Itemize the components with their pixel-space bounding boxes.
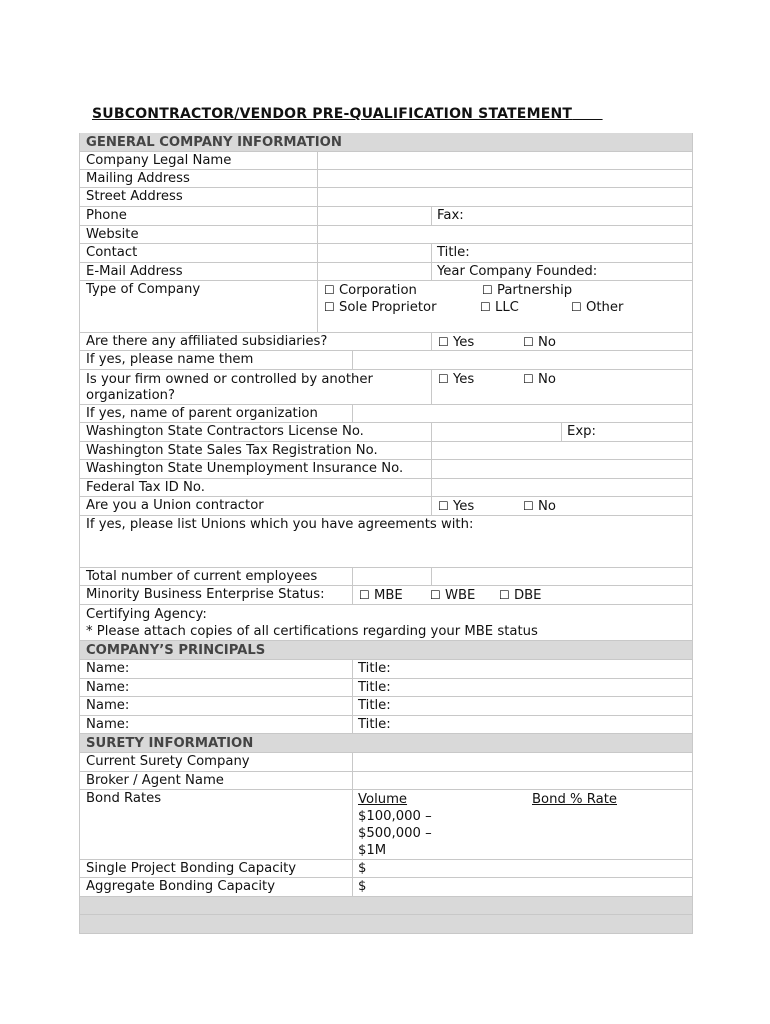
principal-name-2[interactable]: Name: [86,680,130,695]
principal-name-3[interactable]: Name: [86,698,130,713]
unions-list-label: If yes, please list Unions which you have agreements with: [86,517,474,532]
unemployment-field[interactable] [431,460,698,478]
broker-field[interactable] [352,772,698,790]
affiliates-no-checkbox[interactable]: ☐ No [523,335,556,350]
row-name-them [80,351,692,370]
principal-name-4[interactable]: Name: [86,717,130,732]
principal-title-1[interactable]: Title: [358,661,391,676]
row-owned [80,370,692,405]
contact-field[interactable] [317,244,437,262]
website-field[interactable] [317,226,698,244]
mailing-address-label: Mailing Address [86,171,190,186]
row-aggregate-capacity [80,878,692,897]
row-union [80,497,692,516]
row-sales-tax [80,442,692,460]
blank-gray-row-2 [80,915,692,934]
street-address-label: Street Address [86,189,183,204]
principal-title-4[interactable]: Title: [358,717,391,732]
phone-field[interactable] [317,207,437,225]
row-single-capacity [80,860,692,878]
parent-org-label: If yes, name of parent organization [86,406,318,421]
row-bond-rates [80,790,692,860]
llc-checkbox[interactable]: ☐ LLC [480,300,519,315]
union-yes-checkbox[interactable]: ☐ Yes [438,499,475,514]
street-address-field[interactable] [317,188,698,206]
single-capacity-label: Single Project Bonding Capacity [86,861,297,876]
email-label: E-Mail Address [86,264,183,279]
section-header-principals: COMPANY’S PRINCIPALS [80,641,692,660]
sales-tax-label: Washington State Sales Tax Registration No. [86,443,378,458]
principal-row [80,679,692,697]
row-certifying[interactable] [80,605,692,641]
other-checkbox[interactable]: ☐ Other [571,300,624,315]
row-company-type [80,281,692,333]
principal-row [80,697,692,716]
row-surety-company [80,753,692,772]
certifying-agency-label: Certifying Agency: [86,607,207,622]
aggregate-capacity-field[interactable]: $ [358,879,367,894]
attach-note: * Please attach copies of all certifications regarding your MBE status [86,624,538,639]
license-label: Washington State Contractors License No. [86,424,364,439]
row-website [80,226,692,244]
principal-title-3[interactable]: Title: [358,698,391,713]
row-email [80,263,692,281]
row-mailing [80,170,692,188]
union-no-checkbox[interactable]: ☐ No [523,499,556,514]
prequalification-form [79,133,693,934]
legal-name-field[interactable] [317,152,698,170]
row-mbe [80,586,692,605]
row-legal-name [80,152,692,170]
contact-title-label[interactable]: Title: [437,245,470,260]
wbe-checkbox[interactable]: ☐ WBE [430,588,476,603]
owned-label: Is your firm owned or controlled by another [86,372,373,387]
affiliates-label: Are there any affiliated subsidiaries? [86,334,328,349]
section-header-general: GENERAL COMPANY INFORMATION [80,133,692,152]
website-label: Website [86,227,139,242]
mailing-address-field[interactable] [317,170,698,188]
form-title: SUBCONTRACTOR/VENDOR PRE-QUALIFICATION STATEMENT [92,106,573,122]
phone-label: Phone [86,208,127,223]
row-federal-tax [80,479,692,497]
partnership-checkbox[interactable]: ☐ Partnership [482,283,573,298]
mbe-status-label: Minority Business Enterprise Status: [86,587,325,602]
principal-row [80,716,692,734]
volume-100k: $100,000 – [358,809,432,824]
surety-company-label: Current Surety Company [86,754,250,769]
row-affiliates [80,333,692,351]
affiliates-names-field[interactable] [352,351,698,369]
fax-label[interactable]: Fax: [437,208,464,223]
row-employees [80,568,692,586]
mbe-checkbox[interactable]: ☐ MBE [359,588,403,603]
company-type-label: Type of Company [86,282,201,297]
volume-500k: $500,000 – [358,826,432,841]
email-field[interactable] [317,263,437,281]
bond-rates-label: Bond Rates [86,791,162,806]
principal-row [80,660,692,679]
name-them-label: If yes, please name them [86,352,254,367]
row-unions-list[interactable] [80,516,692,568]
sales-tax-field[interactable] [431,442,698,460]
parent-org-field[interactable] [352,405,698,423]
row-license [80,423,692,442]
blank-gray-row-1 [80,897,692,915]
row-street [80,188,692,207]
dbe-checkbox[interactable]: ☐ DBE [499,588,542,603]
unemployment-label: Washington State Unemployment Insurance No. [86,461,404,476]
row-unemployment [80,460,692,479]
license-exp-label[interactable]: Exp: [567,424,596,439]
owned-yes-checkbox[interactable]: ☐ Yes [438,372,475,387]
principal-name-1[interactable]: Name: [86,661,130,676]
volume-1m: $1M [358,843,387,858]
row-broker [80,772,692,790]
union-label: Are you a Union contractor [86,498,264,513]
contact-label: Contact [86,245,138,260]
legal-name-label: Company Legal Name [86,153,232,168]
row-contact [80,244,692,263]
employees-label: Total number of current employees [86,569,318,584]
employees-field[interactable] [352,568,437,586]
corporation-checkbox[interactable]: ☐ Corporation [324,283,417,298]
federal-tax-field[interactable] [431,479,698,497]
principal-title-2[interactable]: Title: [358,680,391,695]
owned-no-checkbox[interactable]: ☐ No [523,372,556,387]
aggregate-capacity-label: Aggregate Bonding Capacity [86,879,275,894]
single-capacity-field[interactable]: $ [358,861,367,876]
section-header-surety: SURETY INFORMATION [80,734,692,753]
affiliates-yes-checkbox[interactable]: ☐ Yes [438,335,475,350]
federal-tax-label: Federal Tax ID No. [86,480,205,495]
row-phone [80,207,692,226]
sole-proprietor-checkbox[interactable]: ☐ Sole Proprietor [324,300,437,315]
broker-label: Broker / Agent Name [86,773,224,788]
row-parent [80,405,692,423]
surety-company-field[interactable] [352,753,698,771]
owned-label-2: organization? [86,388,175,403]
license-field[interactable] [431,423,567,441]
bond-rate-header: Bond % Rate [532,792,617,807]
year-founded-label[interactable]: Year Company Founded: [437,264,598,279]
volume-header: Volume [358,792,408,807]
